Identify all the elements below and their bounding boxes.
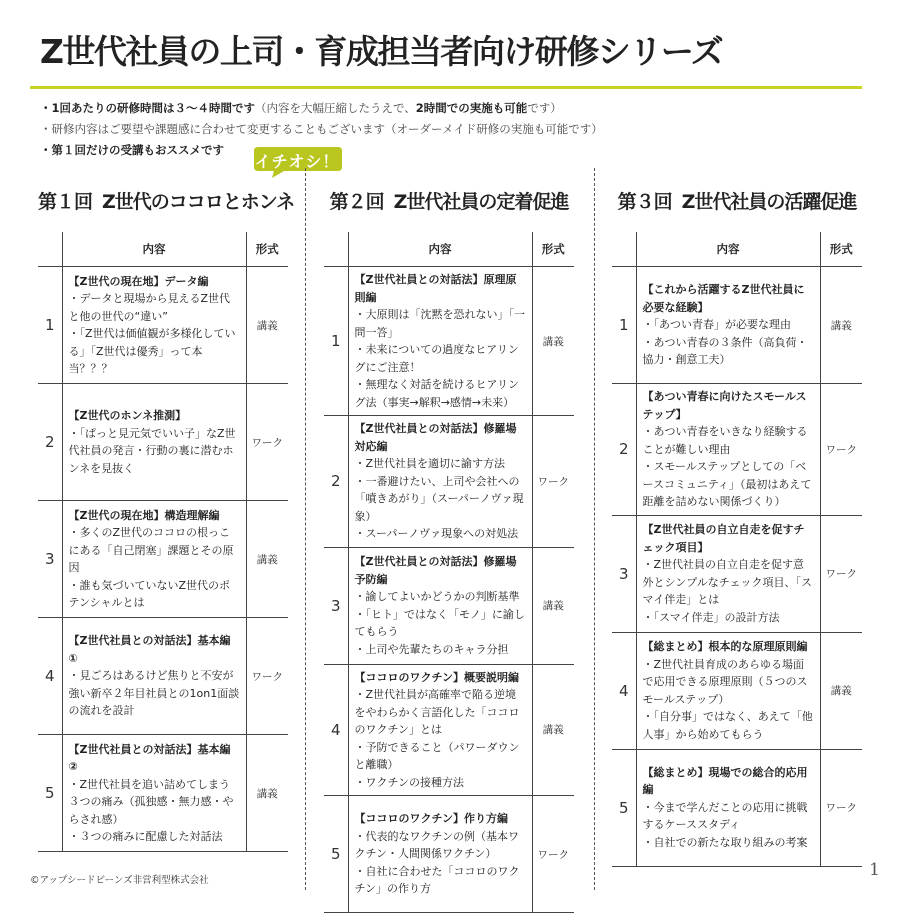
item-heading: 【これから活躍するZ世代社員に必要な経験】 bbox=[642, 283, 805, 314]
item-line: ・無理なく対話を続けるヒアリング法（事実→解釈→感情→未来） bbox=[354, 378, 520, 409]
item-line: ・「Z世代は価値観が多様化している」「Z世代は優秀」って本当？？？ bbox=[68, 327, 236, 375]
row-index: 5 bbox=[612, 749, 636, 866]
index-header bbox=[324, 232, 348, 267]
session-name: Z世代のココロとホンネ bbox=[102, 191, 295, 213]
row-format: ワーク bbox=[820, 515, 862, 632]
session-table bbox=[324, 232, 574, 913]
item-heading: 【Z世代社員との対話法】修羅場対応編 bbox=[354, 422, 517, 453]
session-name: Z世代社員の定着促進 bbox=[393, 191, 569, 213]
index-header bbox=[612, 232, 636, 267]
row-index: 4 bbox=[324, 664, 348, 796]
row-content bbox=[348, 267, 532, 416]
item-line: ・自社に合わせた「ココロのワクチン」の作り方 bbox=[354, 864, 520, 896]
item-line: ・「自分事」ではなく、あえて「他人事」から始めてもらう bbox=[642, 710, 813, 741]
item-heading: 【Z世代社員との対話法】基本編② bbox=[68, 742, 231, 773]
session-table bbox=[38, 232, 288, 852]
item-heading: 【ココロのワクチン】概要説明編 bbox=[354, 670, 519, 684]
table-row bbox=[324, 547, 574, 664]
session-title bbox=[324, 182, 574, 222]
row-content bbox=[62, 501, 246, 618]
row-format: 講義 bbox=[532, 664, 574, 796]
content-header: 内容 bbox=[348, 232, 532, 267]
table-row bbox=[612, 515, 862, 632]
table-row bbox=[38, 267, 288, 384]
content-header: 内容 bbox=[636, 232, 820, 267]
row-format: 講義 bbox=[246, 267, 288, 384]
item-line: ・諭してよいかどうかの判断基準 bbox=[354, 590, 520, 603]
table-header-row bbox=[612, 232, 862, 267]
item-line: ・多くのZ世代のココロの根っこにある「自己閉塞」課題とその原因 bbox=[68, 526, 234, 574]
item-line: ・「ぱっと見元気でいい子」なZ世代社員の発言・行動の裏に潜むホンネを見抜く bbox=[68, 426, 236, 475]
item-line: ・Z世代社員を適切に諭す方法 bbox=[354, 457, 506, 470]
row-format: 講義 bbox=[246, 735, 288, 852]
row-format: 講義 bbox=[820, 632, 862, 749]
session-title bbox=[612, 182, 862, 222]
row-index: 2 bbox=[324, 416, 348, 548]
row-format: ワーク bbox=[820, 384, 862, 516]
row-index: 1 bbox=[612, 267, 636, 384]
item-line: ・「ヒト」ではなく「モノ」に諭してもらう bbox=[354, 607, 525, 638]
table-header-row bbox=[324, 232, 574, 267]
item-heading: 【Z世代の現在地】構造理解編 bbox=[68, 508, 220, 522]
session-number: 第３回 bbox=[617, 191, 672, 213]
title-underline bbox=[30, 86, 862, 89]
item-line: ・データと現場から見えるZ世代と他の世代の“違い” bbox=[68, 292, 231, 323]
row-index: 2 bbox=[38, 384, 62, 501]
row-index: 4 bbox=[38, 618, 62, 735]
row-format: 講義 bbox=[820, 267, 862, 384]
item-heading: 【あつい青春に向けたスモールステップ】 bbox=[642, 390, 807, 421]
intro-line-1-note-b: です） bbox=[527, 101, 562, 115]
session-1 bbox=[38, 182, 295, 852]
row-content bbox=[62, 735, 246, 852]
table-header-row bbox=[38, 232, 288, 267]
copyright: ©アップシードビーンズ非営利型株式会社 bbox=[30, 875, 209, 886]
row-content bbox=[636, 267, 820, 384]
item-line: ・今まで学んだことの応用に挑戦するケーススタディ bbox=[642, 800, 808, 832]
row-index: 1 bbox=[324, 267, 348, 416]
session-table bbox=[612, 232, 862, 867]
row-content bbox=[636, 749, 820, 866]
session-number: 第２回 bbox=[329, 191, 384, 213]
item-heading: 【Z世代社員との対話法】修羅場予防編 bbox=[354, 555, 517, 586]
page-title: Z世代社員の上司・育成担当者向け研修シリーズ bbox=[40, 32, 723, 71]
table-row bbox=[38, 384, 288, 501]
item-line: ・「スマイ伴走」の設計方法 bbox=[642, 610, 780, 624]
table-row bbox=[324, 796, 574, 913]
table-row bbox=[612, 267, 862, 384]
item-line: ・Z世代社員育成のあらゆる場面で応用できる原理原則（５つのスモールステップ） bbox=[642, 657, 808, 706]
table-row bbox=[612, 632, 862, 749]
row-index: 2 bbox=[612, 384, 636, 516]
item-heading: 【Z世代のホンネ推測】 bbox=[68, 409, 187, 422]
intro-line-1-note-a: （内容を大幅圧縮したうえで、 bbox=[255, 101, 416, 115]
item-line: ・３つの痛みに配慮した対話法 bbox=[68, 830, 223, 843]
recommend-badge bbox=[254, 145, 344, 179]
item-heading: 【Z世代社員との対話法】基本編① bbox=[68, 634, 231, 665]
intro-line-3-bold: ・第１回だけの受講もおススメです bbox=[40, 143, 224, 157]
item-line: ・Z世代社員を追い詰めてしまう３つの痛み（孤独感・無力感・やらされ感） bbox=[68, 777, 234, 826]
row-content bbox=[62, 267, 246, 384]
item-line: ・あつい青春をいきなり経験することが難しい理由 bbox=[642, 425, 808, 456]
item-line: ・Z世代社員が高確率で陥る逆境をやわらかく言語化した「ココロのワクチン」とは bbox=[354, 688, 520, 736]
intro-line-2: ・研修内容はご要望や課題感に合わせて変更することもございます（オーダーメイド研修の実施も可能です） bbox=[40, 122, 603, 136]
content-header: 内容 bbox=[62, 232, 246, 267]
row-content bbox=[348, 664, 532, 796]
session-title bbox=[38, 182, 295, 222]
row-content bbox=[636, 384, 820, 516]
row-format: 講義 bbox=[532, 547, 574, 664]
item-line: ・大原則は「沈黙を恐れない」「一問一答」 bbox=[354, 308, 525, 339]
row-index: 5 bbox=[38, 735, 62, 852]
session-2 bbox=[324, 182, 574, 913]
intro-line-1-bold: ・1回あたりの研修時間は３～４時間です bbox=[40, 101, 255, 115]
badge-label: イチオシ！ bbox=[254, 152, 340, 171]
row-index: 3 bbox=[38, 501, 62, 618]
table-row bbox=[324, 416, 574, 548]
item-line: ・上司や先輩たちのキャラ分担 bbox=[354, 642, 509, 656]
table-row bbox=[38, 735, 288, 852]
row-format: ワーク bbox=[532, 796, 574, 913]
item-line: ・予防できること（パワーダウンと離職） bbox=[354, 740, 520, 771]
session-name: Z世代社員の活躍促進 bbox=[681, 191, 857, 213]
page-number: 1 bbox=[869, 860, 880, 880]
item-line: ・代表的なワクチンの例（基本ワクチン・人間関係ワクチン） bbox=[354, 829, 519, 861]
item-line: ・未来についての過度なヒアリングにご注意！ bbox=[354, 343, 519, 374]
row-content bbox=[348, 547, 532, 664]
table-row bbox=[38, 501, 288, 618]
item-heading: 【Z世代の現在地】データ編 bbox=[68, 274, 209, 288]
item-line: ・「あつい青春」が必要な理由 bbox=[642, 318, 791, 332]
intro-line-1 bbox=[40, 98, 603, 119]
table-row bbox=[612, 384, 862, 516]
row-index: 4 bbox=[612, 632, 636, 749]
row-content bbox=[62, 384, 246, 501]
row-content bbox=[348, 796, 532, 913]
item-line: ・ワクチンの接種方法 bbox=[354, 775, 464, 789]
row-format: ワーク bbox=[820, 749, 862, 866]
row-index: 3 bbox=[324, 547, 348, 664]
item-line: ・一番避けたい、上司や会社への「噴きあがり」（スーパーノヴァ現象） bbox=[354, 474, 524, 523]
format-header: 形式 bbox=[532, 232, 574, 267]
table-row bbox=[612, 749, 862, 866]
item-heading: 【総まとめ】現場での総合的応用編 bbox=[642, 765, 808, 797]
item-heading: 【総まとめ】根本的な原理原則編 bbox=[642, 640, 808, 653]
format-header: 形式 bbox=[246, 232, 288, 267]
item-heading: 【Z世代社員の自立自走を促すチェック項目】 bbox=[642, 523, 805, 554]
column-divider-1 bbox=[305, 168, 306, 890]
row-content bbox=[636, 632, 820, 749]
column-divider-2 bbox=[594, 168, 595, 890]
item-line: ・見ごろはあるけど焦りと不安が強い新卒２年目社員との1on1面談の流れを設計 bbox=[68, 669, 240, 718]
item-line: ・自社での新たな取り組みの考案 bbox=[642, 835, 808, 849]
row-content bbox=[62, 618, 246, 735]
table-row bbox=[324, 267, 574, 416]
item-line: ・スーパーノヴァ現象への対処法 bbox=[354, 527, 519, 540]
item-line: ・誰も気づいていないZ世代のポテンシャルとは bbox=[68, 578, 231, 609]
row-index: 1 bbox=[38, 267, 62, 384]
intro-line-1-bold-2: 2時間での実施も可能 bbox=[415, 101, 528, 115]
item-heading: 【Z世代社員との対話法】原理原則編 bbox=[354, 273, 517, 304]
row-content bbox=[636, 515, 820, 632]
row-format: ワーク bbox=[532, 416, 574, 548]
row-format: 講義 bbox=[532, 267, 574, 416]
row-format: ワーク bbox=[246, 384, 288, 501]
session-3 bbox=[612, 182, 862, 867]
table-row bbox=[38, 618, 288, 735]
item-line: ・あつい青春の３条件（高負荷・協力・創意工夫） bbox=[642, 335, 808, 367]
item-heading: 【ココロのワクチン】作り方編 bbox=[354, 812, 508, 826]
row-index: 5 bbox=[324, 796, 348, 913]
item-line: ・スモールステップとしての「ベースコミュニティ」（最初はあえて距離を詰めない関係づくり） bbox=[642, 460, 812, 508]
row-format: ワーク bbox=[246, 618, 288, 735]
row-index: 3 bbox=[612, 515, 636, 632]
index-header bbox=[38, 232, 62, 267]
session-number: 第１回 bbox=[38, 191, 93, 213]
table-row bbox=[324, 664, 574, 796]
row-format: 講義 bbox=[246, 501, 288, 618]
row-content bbox=[348, 416, 532, 548]
item-line: ・Z世代社員の自立自走を促す意外とシンプルなチェック項目、「スマイ伴走」とは bbox=[642, 558, 812, 606]
format-header: 形式 bbox=[820, 232, 862, 267]
